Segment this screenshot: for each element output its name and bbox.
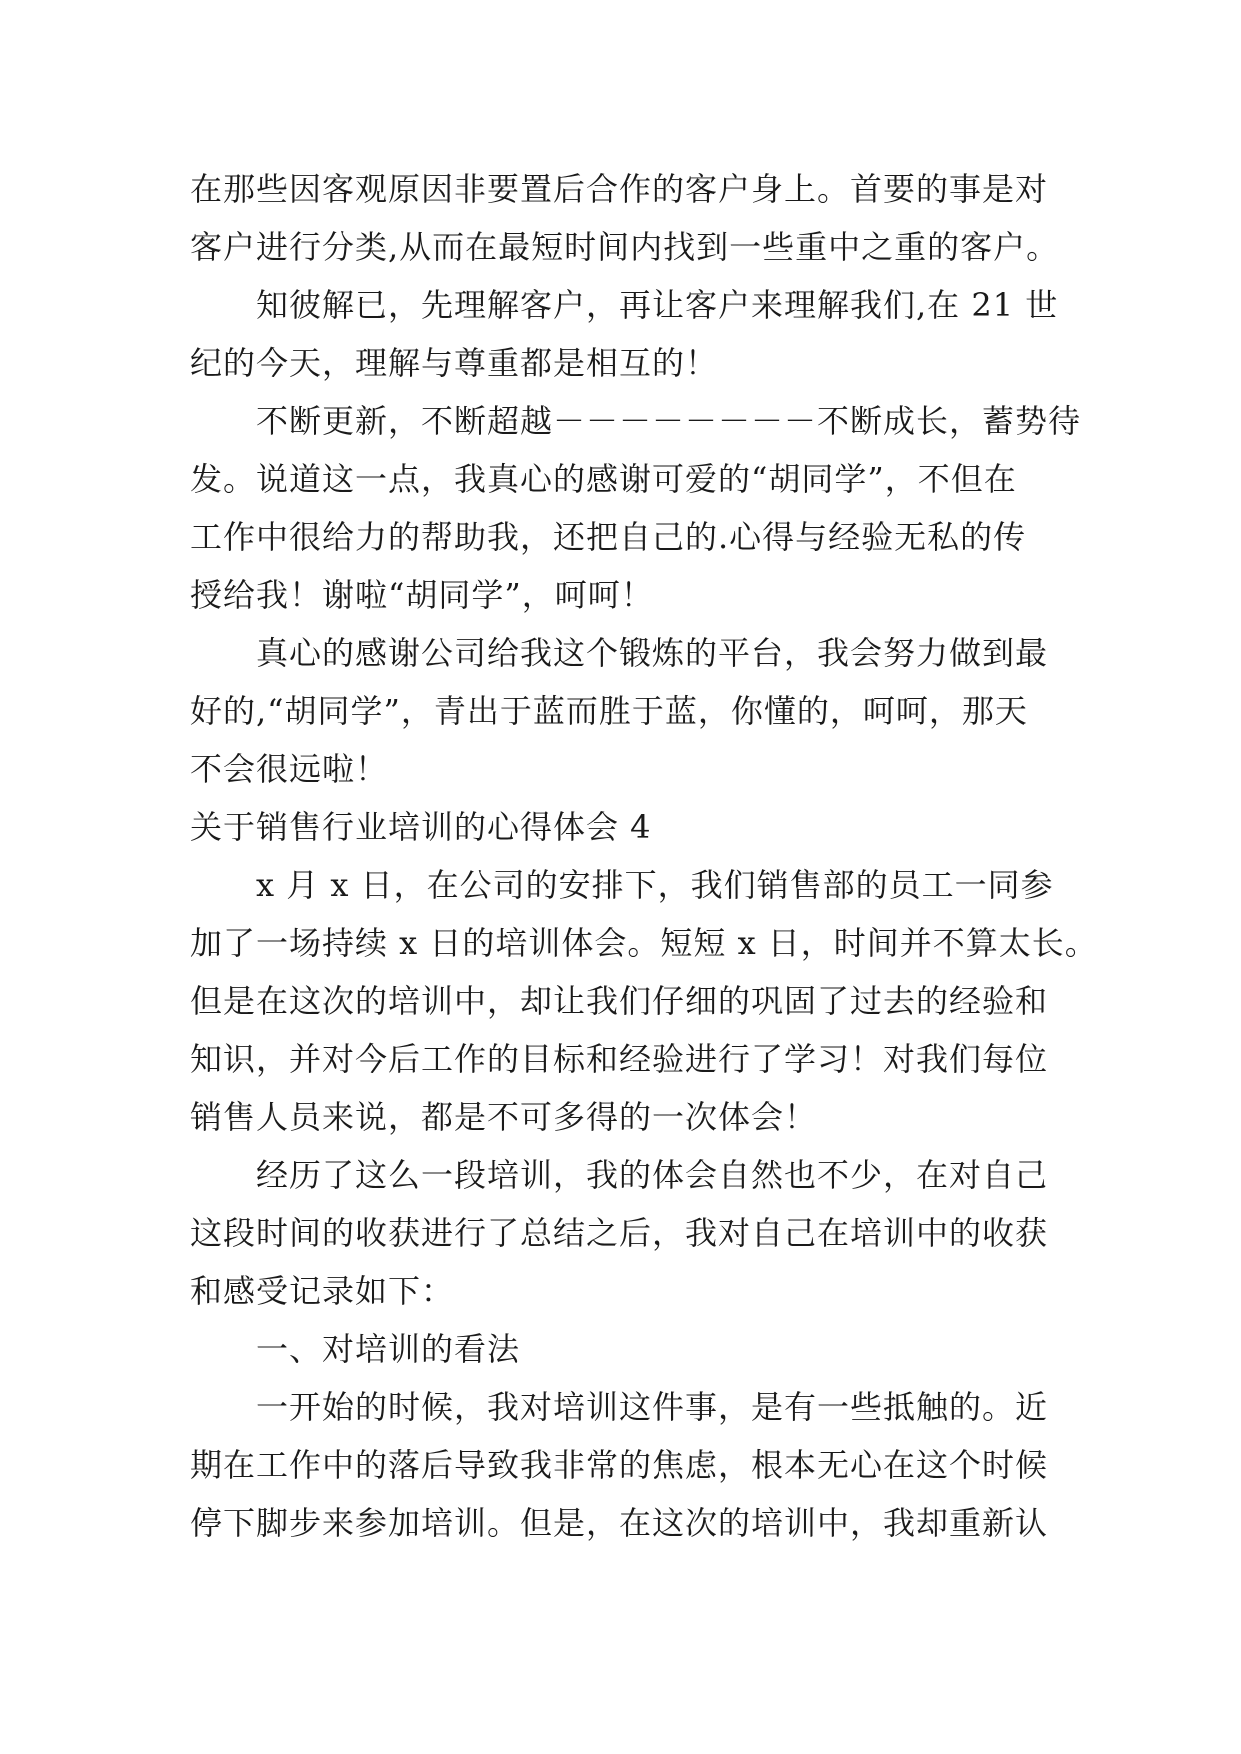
text-line: x 月 x 日，在公司的安排下，我们销售部的员工一同参 bbox=[256, 866, 1054, 904]
text-line: 在那些因客观原因非要置后合作的客户身上。首要的事是对 bbox=[190, 170, 1049, 208]
text-line: 发。说道这一点，我真心的感谢可爱的“胡同学”，不但在 bbox=[190, 460, 1017, 498]
text-line: 知识，并对今后工作的目标和经验进行了学习！对我们每位 bbox=[190, 1040, 1049, 1078]
text-line: 不会很远啦！ bbox=[190, 750, 389, 788]
document-body bbox=[190, 160, 1098, 1552]
text-line: 停下脚步来参加培训。但是，在这次的培训中，我却重新认 bbox=[190, 1504, 1049, 1542]
text-line: 客户进行分类,从而在最短时间内找到一些重中之重的客户。 bbox=[190, 228, 1060, 266]
text-line: 真心的感谢公司给我这个锻炼的平台，我会努力做到最 bbox=[256, 634, 1049, 672]
text-line: 但是在这次的培训中，却让我们仔细的巩固了过去的经验和 bbox=[190, 982, 1049, 1020]
text-line: 知彼解已，先理解客户，再让客户来理解我们,在 21 世 bbox=[256, 286, 1059, 324]
subsection-heading: 一、对培训的看法 bbox=[256, 1330, 521, 1368]
text-line: 好的,“胡同学”，青出于蓝而胜于蓝，你懂的，呵呵，那天 bbox=[190, 692, 1028, 730]
text-line: 和感受记录如下： bbox=[190, 1272, 455, 1310]
section-heading: 关于销售行业培训的心得体会 4 bbox=[190, 808, 652, 846]
text-line: 期在工作中的落后导致我非常的焦虑，根本无心在这个时候 bbox=[190, 1446, 1049, 1484]
text-line: 经历了这么一段培训，我的体会自然也不少，在对自己 bbox=[256, 1156, 1049, 1194]
text-line: 加了一场持续 x 日的培训体会。短短 x 日，时间并不算太长。 bbox=[190, 924, 1098, 962]
text-line: 纪的今天，理解与尊重都是相互的！ bbox=[190, 344, 719, 382]
text-line: 授给我！谢啦“胡同学”，呵呵！ bbox=[190, 576, 654, 614]
text-line: 销售人员来说，都是不可多得的一次体会！ bbox=[190, 1098, 818, 1136]
text-line: 不断更新，不断超越－－－－－－－－不断成长，蓄势待 bbox=[256, 402, 1082, 440]
text-line: 这段时间的收获进行了总结之后，我对自己在培训中的收获 bbox=[190, 1214, 1049, 1252]
text-line: 一开始的时候，我对培训这件事，是有一些抵触的。近 bbox=[256, 1388, 1049, 1426]
text-line: 工作中很给力的帮助我，还把自己的.心得与经验无私的传 bbox=[190, 518, 1027, 556]
